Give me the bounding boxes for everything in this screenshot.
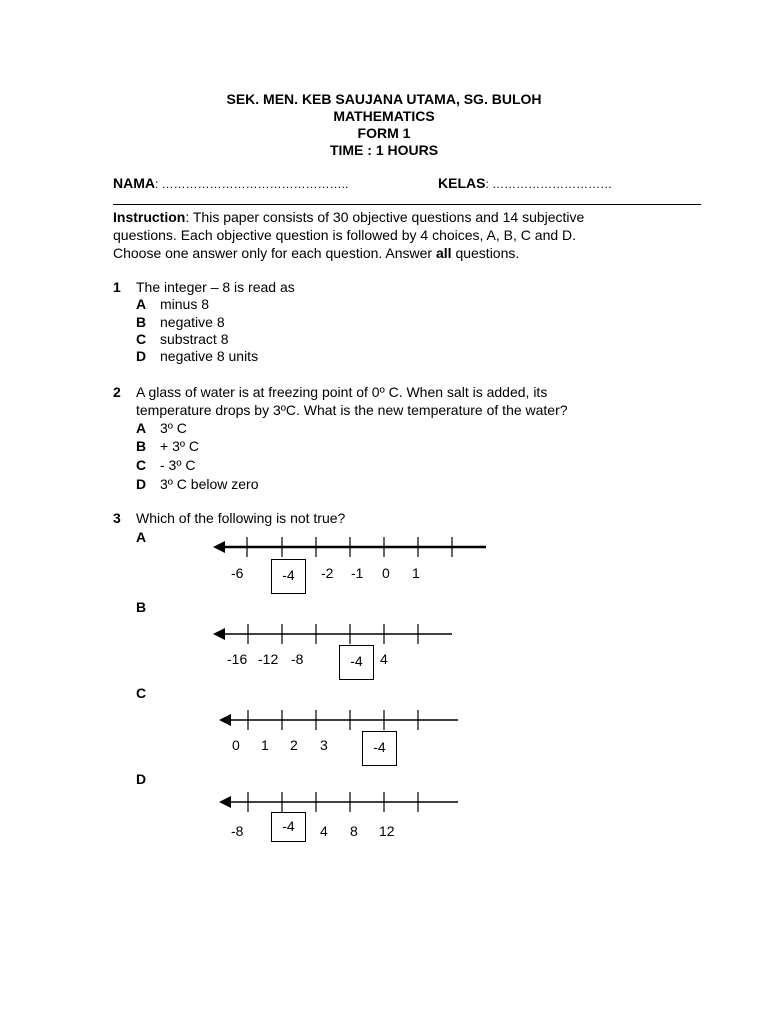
- answer-box: -4: [339, 645, 374, 680]
- answer-box: -4: [271, 559, 306, 594]
- kelas-label: KELAS: [438, 175, 486, 191]
- tick-label: 4: [320, 823, 328, 839]
- question-3-number: 3: [113, 510, 121, 526]
- q1-option-letter: B: [136, 314, 147, 330]
- q2-option-letter: B: [136, 438, 147, 454]
- nama-dots: : ………………………………………..: [155, 177, 349, 191]
- q2-option-text: + 3º C: [160, 438, 199, 454]
- form-label: FORM 1: [357, 125, 411, 141]
- answer-box: -4: [271, 812, 306, 842]
- tick-label: -1: [351, 565, 364, 581]
- q2-option-text: - 3º C: [160, 457, 196, 473]
- school-name: SEK. MEN. KEB SAUJANA UTAMA, SG. BULOH: [226, 91, 542, 107]
- tick-label: 4: [380, 651, 388, 667]
- tick-label: -2: [321, 565, 334, 581]
- question-2-line-1: A glass of water is at freezing point of 0º C. When salt is added, its: [136, 384, 548, 400]
- question-1-number: 1: [113, 279, 121, 295]
- instruction-all: all: [435, 245, 452, 261]
- q1-option-letter: A: [136, 296, 147, 312]
- instruction-line-2: questions. Each objective question is followed by 4 choices, A, B, C and D.: [113, 227, 577, 243]
- q2-option-letter: C: [136, 457, 147, 473]
- tick-label: 12: [379, 823, 395, 839]
- tick-label: 0: [232, 737, 240, 753]
- q1-option-text: minus 8: [160, 296, 210, 312]
- question-2-line-2: temperature drops by 3ºC. What is the new temperature of the water?: [136, 402, 568, 418]
- q1-option-letter: D: [136, 348, 147, 364]
- q3-option-letter: C: [136, 685, 147, 701]
- q1-option-text: negative 8: [160, 314, 225, 330]
- tick-label: 2: [290, 737, 298, 753]
- instruction-text-3a: Choose one answer only for each question. Answer: [113, 245, 436, 261]
- tick-label: -12: [258, 651, 279, 667]
- instruction-text-1: : This paper consists of 30 objective questions and 14 subjective: [185, 209, 585, 225]
- answer-box: -4: [362, 731, 397, 766]
- q2-option-letter: A: [136, 420, 147, 436]
- q1-option-text: negative 8 units: [160, 348, 259, 364]
- tick-label: -16: [227, 651, 248, 667]
- question-3-text: Which of the following is not true?: [136, 510, 346, 526]
- tick-label: 1: [261, 737, 269, 753]
- q2-option-text: 3º C: [160, 420, 187, 436]
- q3-option-letter: D: [136, 771, 147, 787]
- tick-label: 8: [350, 823, 358, 839]
- q3-option-letter: A: [136, 529, 147, 545]
- q2-option-text: 3º C below zero: [160, 476, 259, 492]
- tick-label: 1: [412, 565, 420, 581]
- time-label: TIME : 1 HOURS: [329, 142, 439, 158]
- instruction-label: Instruction: [113, 209, 186, 225]
- tick-label: -8: [231, 823, 244, 839]
- question-2-number: 2: [113, 384, 121, 400]
- q1-option-text: substract 8: [160, 331, 229, 347]
- q2-option-letter: D: [136, 476, 147, 492]
- question-1-text: The integer – 8 is read as: [136, 279, 295, 295]
- q1-option-letter: C: [136, 331, 147, 347]
- tick-label: 0: [382, 565, 390, 581]
- nama-label: NAMA: [113, 175, 155, 191]
- tick-label: -8: [291, 651, 304, 667]
- kelas-dots: : …………………………: [485, 177, 613, 191]
- subject-title: MATHEMATICS: [333, 108, 435, 124]
- tick-label: -6: [231, 565, 244, 581]
- instruction-text-3b: questions.: [451, 245, 520, 261]
- tick-label: 3: [320, 737, 328, 753]
- q3-option-letter: B: [136, 599, 147, 615]
